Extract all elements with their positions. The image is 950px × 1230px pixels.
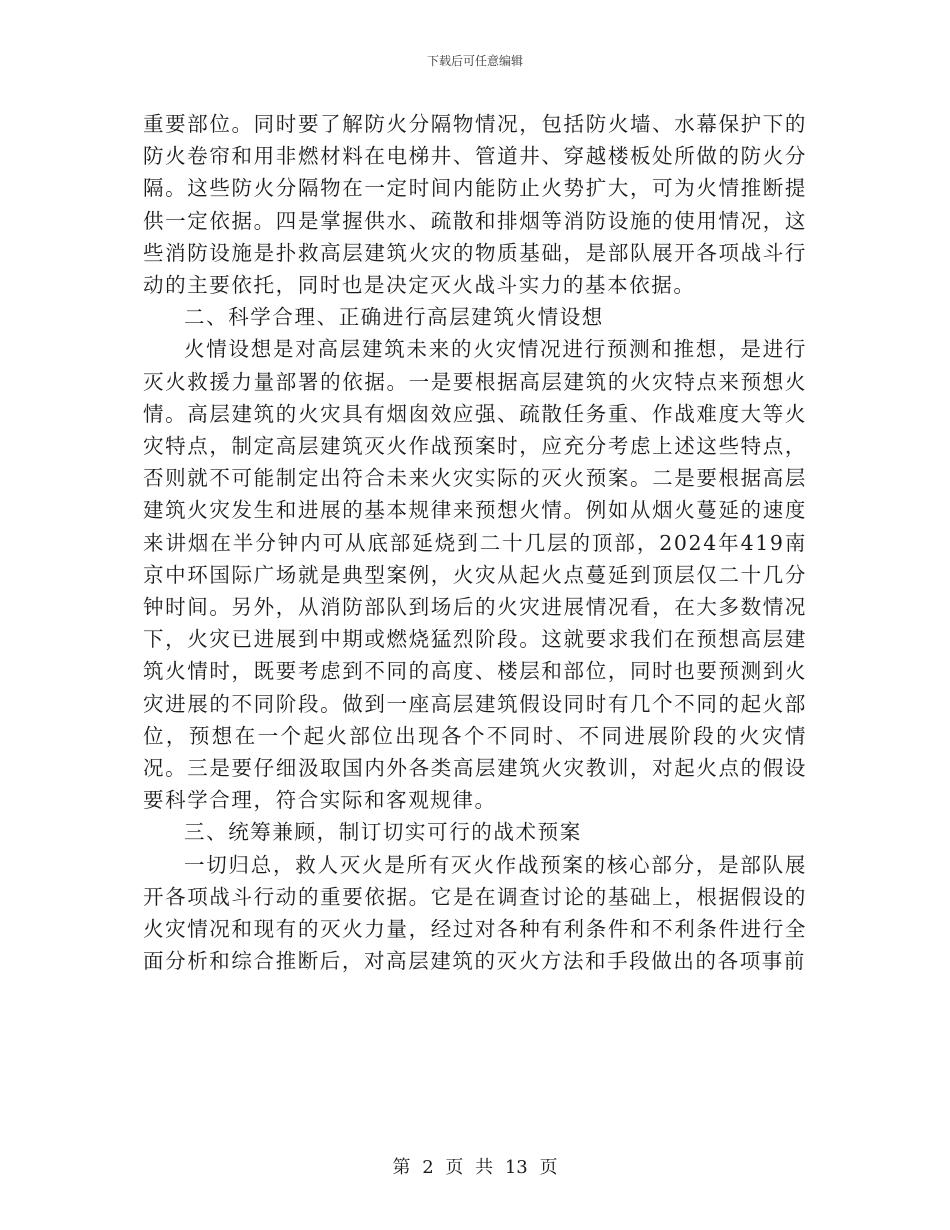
section-heading-2: 二、科学合理、正确进行高层建筑火情设想 [184, 305, 604, 330]
page-header: 下载后可任意编辑 [426, 54, 523, 68]
paragraph-fire-scenario: 火情设想是对高层建筑未来的火灾情况进行预测和推想，是进行灭火救援力量部署的依据。一是要根据高层建筑的火灾特点来预想火情。高层建筑的火灾具有烟囱效应强、疏散任务重、作战难度大等火灾特点，制定高层建筑灭火作战预案时，应充分考虑上述这些特点，否则就不可能制定出符合未来火灾实际的灭火预案。二是要根据高层建筑火灾发生和进展的基本规律来预想火情。例如从烟火蔓延的速度来讲烟在半分钟内可从底部延烧到二十几层的顶部，2024年419南京中环国际广场就是典型案例，火灾从起火点蔓延到顶层仅二十几分钟时间。另外，从消防部队到场后的火灾进展情况看，在大多数情况下，火灾已进展到中期或燃烧猛烈阶段。这就要求我们在预想高层建筑火情时，既要考虑到不同的高度、楼层和部位，同时也要预测到火灾进展的不同阶段。做到一座高层建筑假设同时有几个不同的起火部位，预想在一个起火部位出现各个不同时、不同进展阶段的火灾情况。三是要仔细汲取国内外各类高层建筑火灾教训，对起火点的假设要科学合理，符合实际和客观规律。 [143, 337, 807, 813]
section-heading-3: 三、统筹兼顾，制订切实可行的战术预案 [184, 820, 582, 845]
paragraph-tactical-plan: 一切归总，救人灭火是所有灭火作战预案的核心部分，是部队展开各项战斗行动的重要依据。它是在调查讨论的基础上，根据假设的火灾情况和现有的灭火力量，经过对各种有利条件和不利条件进行全面分析和综合推断后，对高层建筑的灭火方法和手段做出的各项事前 [143, 852, 807, 974]
document-body [143, 108, 807, 977]
paragraph-continuation: 重要部位。同时要了解防火分隔物情况，包括防火墙、水幕保护下的防火卷帘和用非燃材料在电梯井、管道井、穿越楼板处所做的防火分隔。这些防火分隔物在一定时间内能防止火势扩大，可为火情推断提供一定依据。四是掌握供水、疏散和排烟等消防设施的使用情况，这些消防设施是扑救高层建筑火灾的物质基础，是部队展开各项战斗行动的主要依托，同时也是决定灭火战斗实力的基本依据。 [143, 112, 807, 298]
page-footer: 第 2 页 共 13 页 [392, 1157, 558, 1178]
